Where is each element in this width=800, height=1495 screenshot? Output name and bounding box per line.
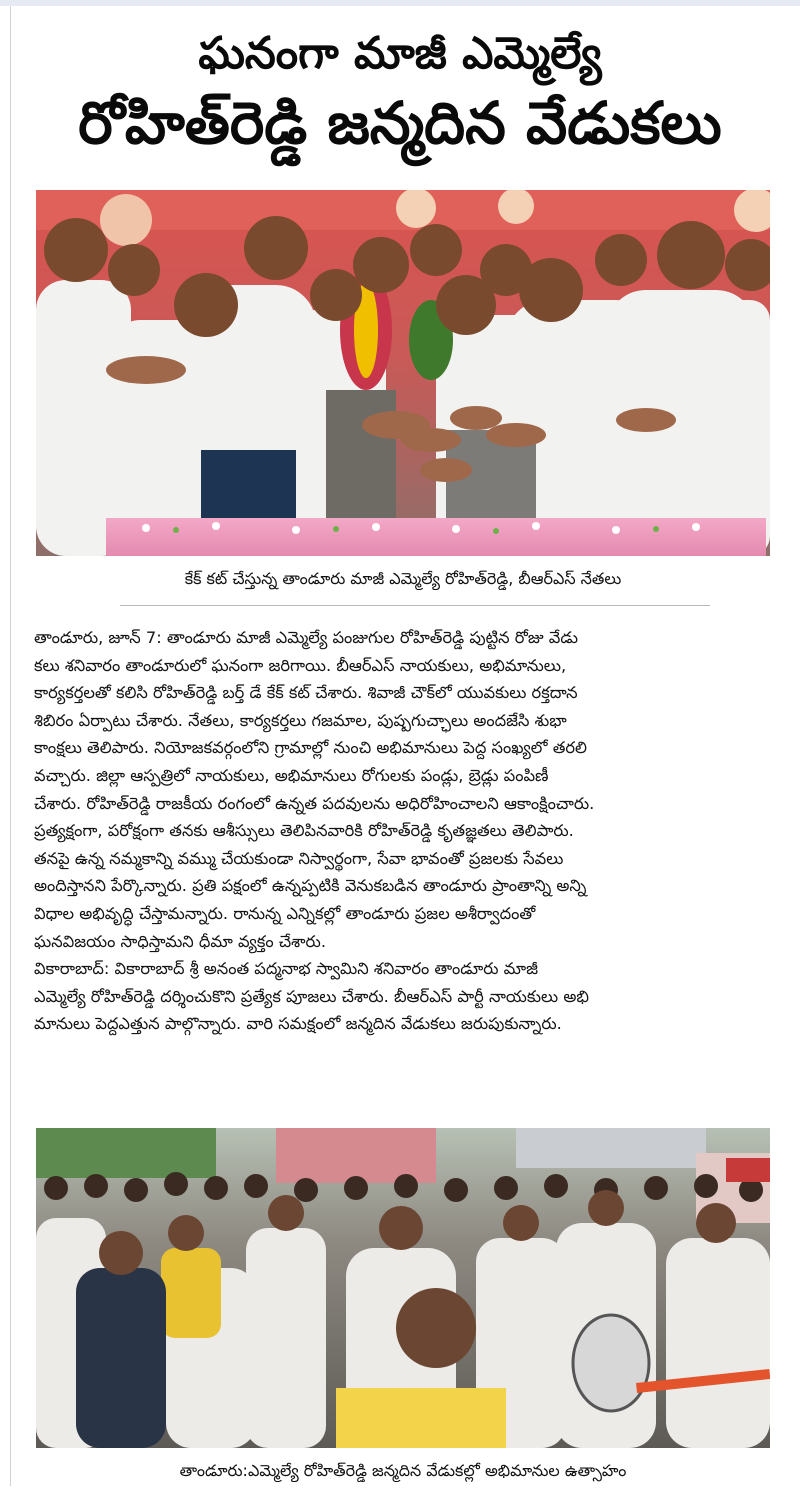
article-line: మానులు పెద్దఎత్తున పాల్గొన్నారు. వారి సమక్షంలో జన్మదిన వేడుకలు జరుపుకున్నారు. [34, 1014, 562, 1034]
column-edge-line [10, 6, 11, 1486]
caption-divider [120, 605, 710, 606]
article-line: శిబిరం ఏర్పాటు చేశారు. నేతలు, కార్యకర్తలు గజమాల, పుష్పగుచ్ఛాలు అందజేసి శుభా [34, 710, 567, 730]
headline-line-2: రోహిత్‌రెడ్డి జన్మదిన వేడుకలు [78, 89, 722, 157]
article-line: వచ్చారు. జిల్లా ఆస్పత్రిలో నాయకులు, అభిమానులు రోగులకు పండ్లు, బ్రెడ్లు పంపిణీ [34, 765, 549, 785]
article-line: చేశారు. రోహిత్‌రెడ్డి రాజకీయ రంగంలో ఉన్నత పదవులను అధిరోహించాలని ఆకాంక్షించారు. [34, 793, 595, 813]
crowd-celebration-photo [36, 1128, 770, 1448]
photo-1-caption: కేక్ కట్ చేస్తున్న తాండూరు మాజీ ఎమ్మెల్యే రోహిత్‌రెడ్డి, బీఆర్ఎస్ నేతలు [184, 569, 622, 588]
article-line: ప్రత్యక్షంగా, పరోక్షంగా తనకు ఆశీస్సులు తెలిపినవారికి రోహిత్‌రెడ్డి కృతజ్ఞతలు తెలిపారు. [34, 821, 574, 841]
article-line: విధాల అభివృద్ధి చేస్తామన్నారు. రానున్న ఎన్నికల్లో తాండూరు ప్రజల అశీర్వాదంతో [34, 903, 536, 923]
article-line: కాంక్షలు తెలిపారు. నియోజకవర్గంలోని గ్రామాల్లో నుంచి అభిమానులు పెద్ద సంఖ్యలో తరలి [34, 738, 587, 758]
cake-cutting-photo [36, 190, 770, 556]
article-line: అందిస్తానని పేర్కొన్నారు. ప్రతి పక్షంలో ఉన్నప్పటికి వెనుకబడిన తాండూరు ప్రాంతాన్ని అన్ని [34, 876, 587, 896]
article-line: తనపై ఉన్న నమ్మకాన్ని వమ్ము చేయకుండా నిస్వార్థంగా, సేవా భావంతో ప్రజలకు సేవలు [34, 848, 564, 868]
article-line: వికారాబాద్: వికారాబాద్ శ్రీ అనంత పద్మనాభ స్వామిని శనివారం తాండూరు మాజీ [34, 959, 539, 979]
article-line: కలు శనివారం తాండూరులో ఘనంగా జరిగాయి. బీఆర్ఎస్ నాయకులు, అభిమానులు, [34, 655, 567, 675]
page-top-strip [0, 0, 800, 6]
photo-2-caption: తాండూరు:ఎమ్మెల్యే రోహిత్‌రెడ్డి జన్మదిన వేడుకల్లో అభిమానుల ఉత్సాహం [179, 1461, 627, 1480]
headline-line-1: ఘనంగా మాజీ ఎమ్మెల్యే [198, 28, 602, 79]
article-line: ఘనవిజయం సాధిస్తామని ధీమా వ్యక్తం చేశారు. [34, 931, 326, 951]
article-body [34, 624, 774, 1038]
article-line: తాండూరు, జూన్ 7: తాండూరు మాజీ ఎమ్మెల్యే పంజుగుల రోహిత్‌రెడ్డి పుట్టిన రోజు వేడు [34, 628, 579, 647]
article-line: ఎమ్మెల్యే రోహిత్‌రెడ్డి దర్శించుకొని ప్రత్యేక పూజలు చేశారు. బీఆర్ఎస్ పార్టీ నాయకులు అభి [34, 986, 589, 1006]
article-line: కార్యకర్తలతో కలిసి రోహిత్‌రెడ్డి బర్త్ డే కేక్ కట్ చేశారు. శివాజీ చౌక్‌లో యువకులు రక్తదాన [34, 683, 578, 703]
